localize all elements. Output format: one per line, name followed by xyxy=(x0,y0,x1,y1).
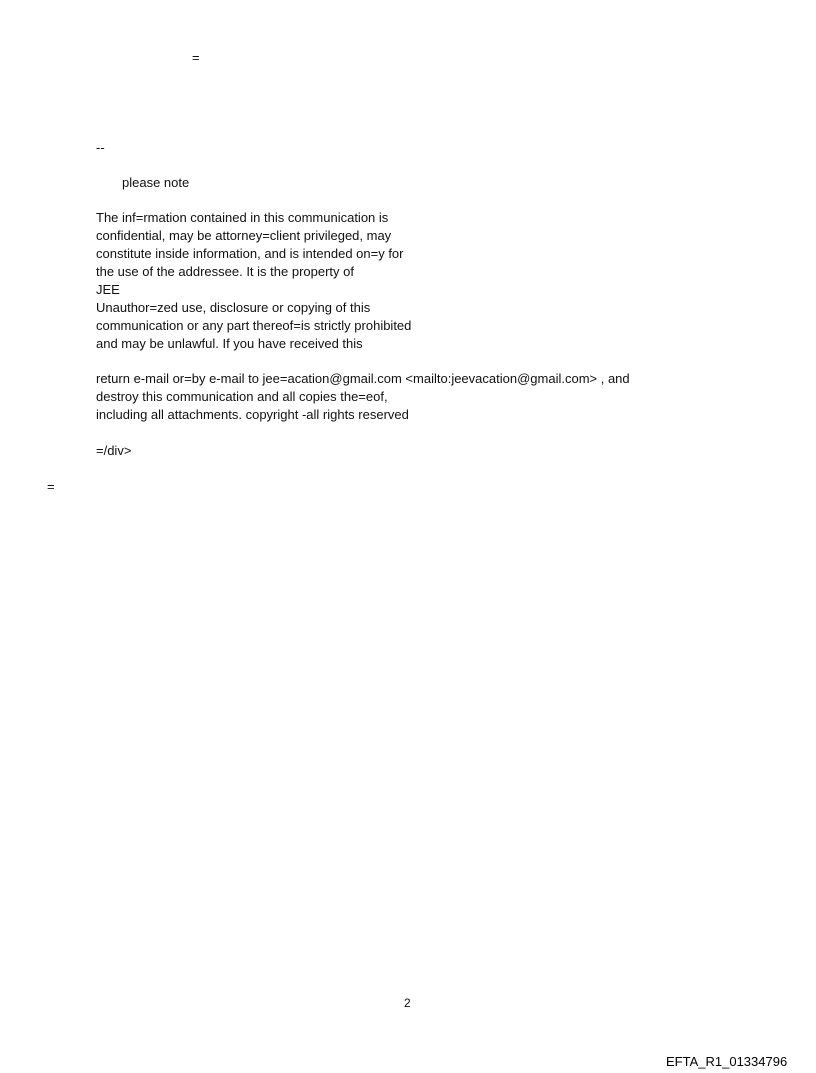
return-line: including all attachments. copyright -all rights reserved xyxy=(96,407,409,422)
return-line: return e-mail or=by e-mail to jee=acation@gmail.com <mailto:jeevacation@gmail.com> , and xyxy=(96,371,630,386)
left-equals-marker: = xyxy=(47,479,55,494)
bates-number: EFTA_R1_01334796 xyxy=(666,1054,788,1069)
notice-line: JEE xyxy=(96,282,120,297)
closing-div-tag: =/div> xyxy=(96,443,132,458)
signature-separator: -- xyxy=(96,140,105,155)
notice-line: Unauthor=zed use, disclosure or copying of this xyxy=(96,300,371,315)
notice-line: constitute inside information, and is intended on=y for xyxy=(96,246,404,261)
top-equals-marker: = xyxy=(192,50,200,65)
notice-line: the use of the addressee. It is the property of xyxy=(96,264,354,279)
note-heading: please note xyxy=(122,175,190,190)
notice-line: and may be unlawful. If you have received this xyxy=(96,336,363,351)
page-number: 2 xyxy=(404,996,411,1010)
notice-line: confidential, may be attorney=client privileged, may xyxy=(96,228,392,243)
notice-line: communication or any part thereof=is strictly prohibited xyxy=(96,318,412,333)
return-line: destroy this communication and all copies the=eof, xyxy=(96,389,388,404)
notice-line: The inf=rmation contained in this communication is xyxy=(96,210,389,225)
